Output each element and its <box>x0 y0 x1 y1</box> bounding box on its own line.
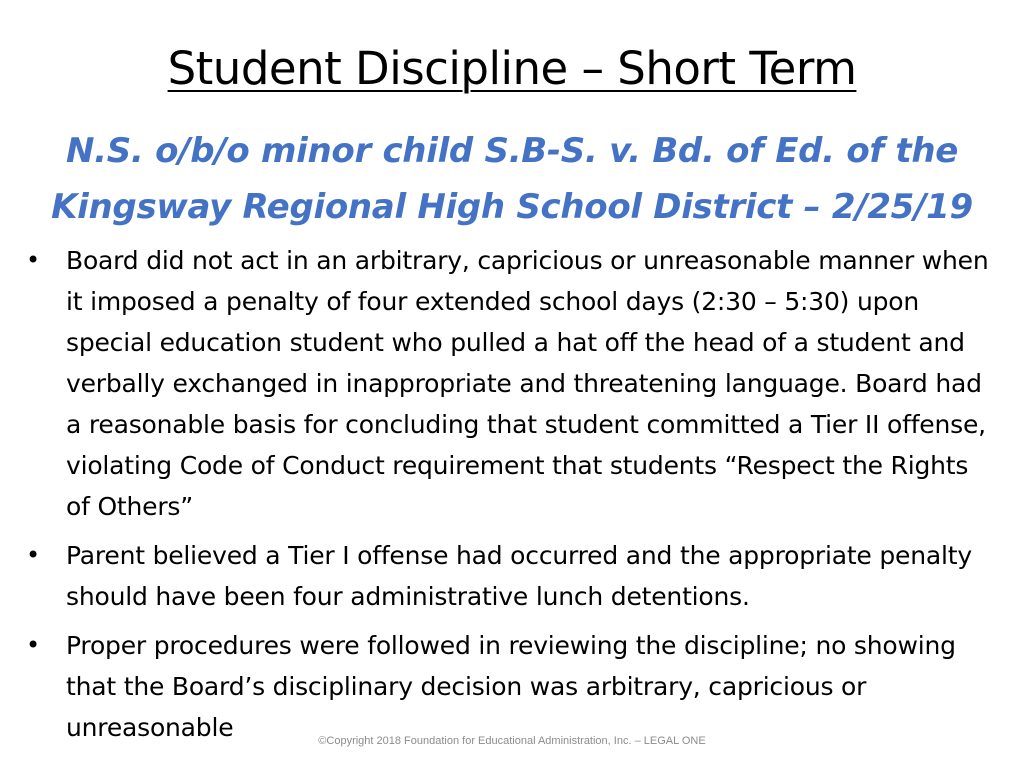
bullet-icon: • <box>26 631 40 659</box>
bullet-icon: • <box>26 541 40 569</box>
bullet-text: Proper procedures were followed in reviewing the discipline; no showing that the Board’s disciplinary decision was arbitrary, capricious or unreasonable <box>66 631 956 742</box>
bullet-list <box>26 240 998 756</box>
case-subtitle <box>0 123 1024 235</box>
bullet-text: Parent believed a Tier I offense had occurred and the appropriate penalty should have been four administrative lunch detentions. <box>66 541 972 611</box>
slide-title: Student Discipline – Short Term <box>167 42 857 95</box>
bullet-item <box>26 240 998 527</box>
bullet-item <box>26 625 998 748</box>
case-subtitle-line-1: N.S. o/b/o minor child S.B-S. v. Bd. of Ed. of the <box>65 131 959 171</box>
copyright-footer: ©Copyright 2018 Foundation for Educational Administration, Inc. – LEGAL ONE <box>318 735 706 747</box>
bullet-text: Board did not act in an arbitrary, capricious or unreasonable manner when it imposed a penalty of four extended school days (2:30 – 5:30) upon special education student who pulled a hat off the head of a student and verbally exchanged in inappropriate and threatening language. Board had a reasonable basis for concluding that student committed a Tier II offense, violating Code of Conduct requirement that students “Respect the Rights of Others” <box>66 246 989 521</box>
bullet-item <box>26 535 998 617</box>
case-subtitle-line-2: Kingsway Regional High School District – 2/25/19 <box>51 187 973 227</box>
bullet-icon: • <box>26 246 40 274</box>
